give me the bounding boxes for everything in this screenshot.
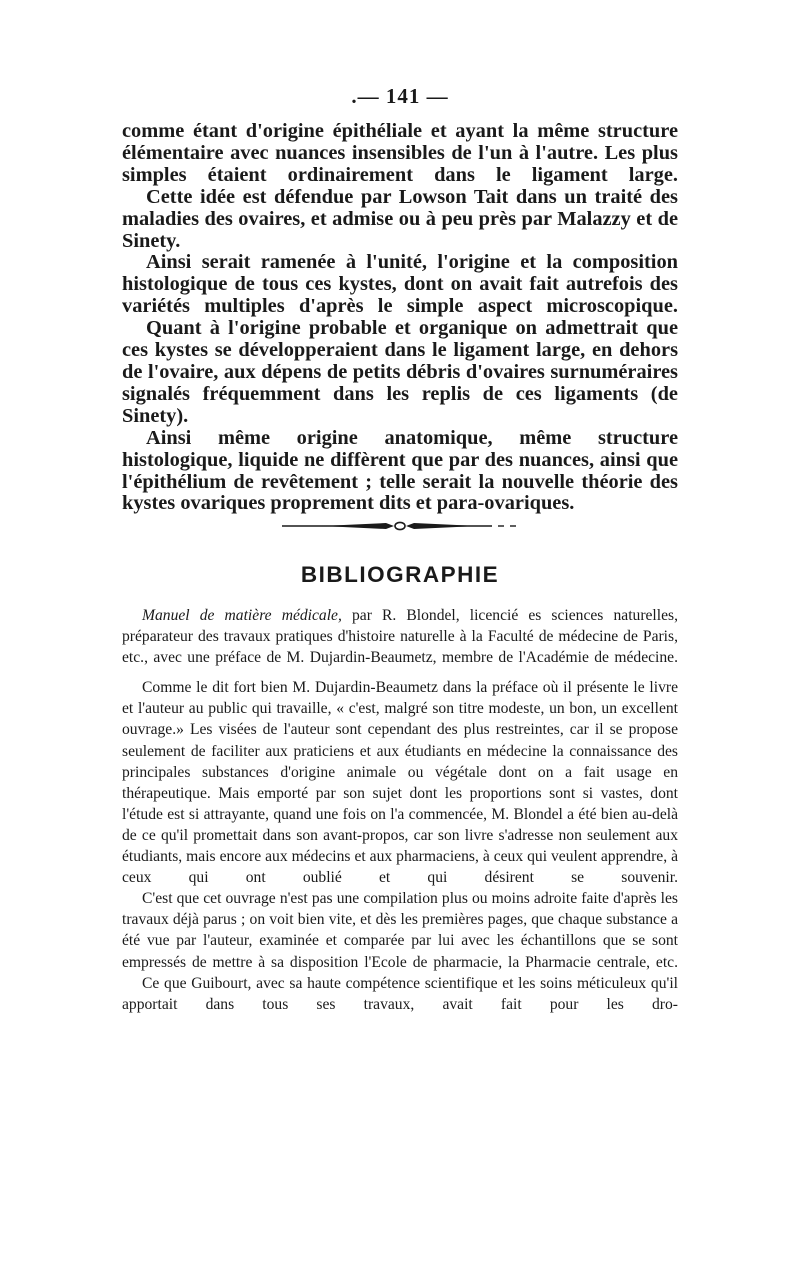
paragraph: Ce que Guibourt, avec sa haute compétence scientifique et les soins méticuleux qu'il apportait dans tous ses travaux, avait fait pour les dro- bbox=[122, 974, 678, 1013]
page-number: .— 141 — bbox=[351, 84, 449, 108]
bibliography-entry bbox=[122, 605, 678, 668]
paragraph: C'est que cet ouvrage n'est pas une compilation plus ou moins adroite faite d'après les travaux déjà parus ; on voit bien vite, et dès les premières pages, que chaque substance a été vue par l'auteur, examinée et comparée par lui avec les échantillons que se sont empressés de mettre à sa disposition l'Ecole de pharmacie, la Pharmacie centrale, etc. bbox=[122, 890, 678, 971]
paragraph: Quant à l'origine probable et organique on admettrait que ces kystes se développeraient dans le ligament large, en dehors de l'ovaire, aux dépens de petits débris d'ovaires surnuméraires signalés fréquemment dans les replis de ces ligaments (de Sinety). bbox=[122, 317, 678, 427]
book-title: Manuel de matière médicale, bbox=[142, 607, 342, 624]
lower-text-block bbox=[122, 605, 678, 1015]
paragraph: Comme le dit fort bien M. Dujardin-Beaumetz dans la préface où il présente le livre et l'auteur au public qui travaille, « c'est, malgré son titre modeste, un bon, un excellent ouvrage.» Les visées de l'auteur sont cependant des plus restreintes, car il se propose seulement de faciliter aux praticiens et aux étudiants en médecine la connaissance des principales substances d'origine animale ou végétale dont on a fait usage en thérapeutique. Mais emporté par son sujet dont les proportions sont si vastes, dont l'étude est si attrayante, quand une fois on l'a commencée, M. Blondel a été bien au-delà de ce qu'il promettait dans son avant-propos, car son livre s'adresse non seulement aux étudiants, mais encore aux médecins et aux pharmaciens, à ceux qui veulent apprendre, à ceux qui ont oublié et qui désirent se souvenir. bbox=[122, 679, 678, 887]
book-description: par R. Blondel, licencié es sciences naturelles, préparateur des travaux pratiques d'histoire naturelle à la Faculté de médecine de Paris, etc., avec une préface de M. Dujardin-Beaumetz, membre de l'Académie de médecine. bbox=[122, 607, 678, 667]
section-heading: BIBLIOGRAPHIE bbox=[300, 562, 500, 587]
upper-text-block bbox=[122, 121, 678, 515]
paragraph: Ainsi serait ramenée à l'unité, l'origine et la composition histologique de tous ces kystes, dont on avait fait autrefois des variétés multiples d'après le simple aspect microscopique. bbox=[122, 251, 678, 318]
paragraph: comme étant d'origine épithéliale et ayant la même structure élémentaire avec nuances insensibles de l'un à l'autre. Les plus simples étaient ordinairement dans le ligament large. bbox=[122, 120, 678, 186]
ornamental-rule bbox=[282, 520, 518, 532]
paragraph: Cette idée est défendue par Lowson Tait dans un traité des maladies des ovaires, et admise ou à peu près par Malazzy et de Sinety. bbox=[122, 185, 678, 252]
paragraph: Ainsi même origine anatomique, même structure histologique, liquide ne diffèrent que par des nuances, ainsi que l'épithélium de revêtement ; telle serait la nouvelle théorie des kystes ovariques proprement dits et para-ovariques. bbox=[122, 426, 678, 515]
